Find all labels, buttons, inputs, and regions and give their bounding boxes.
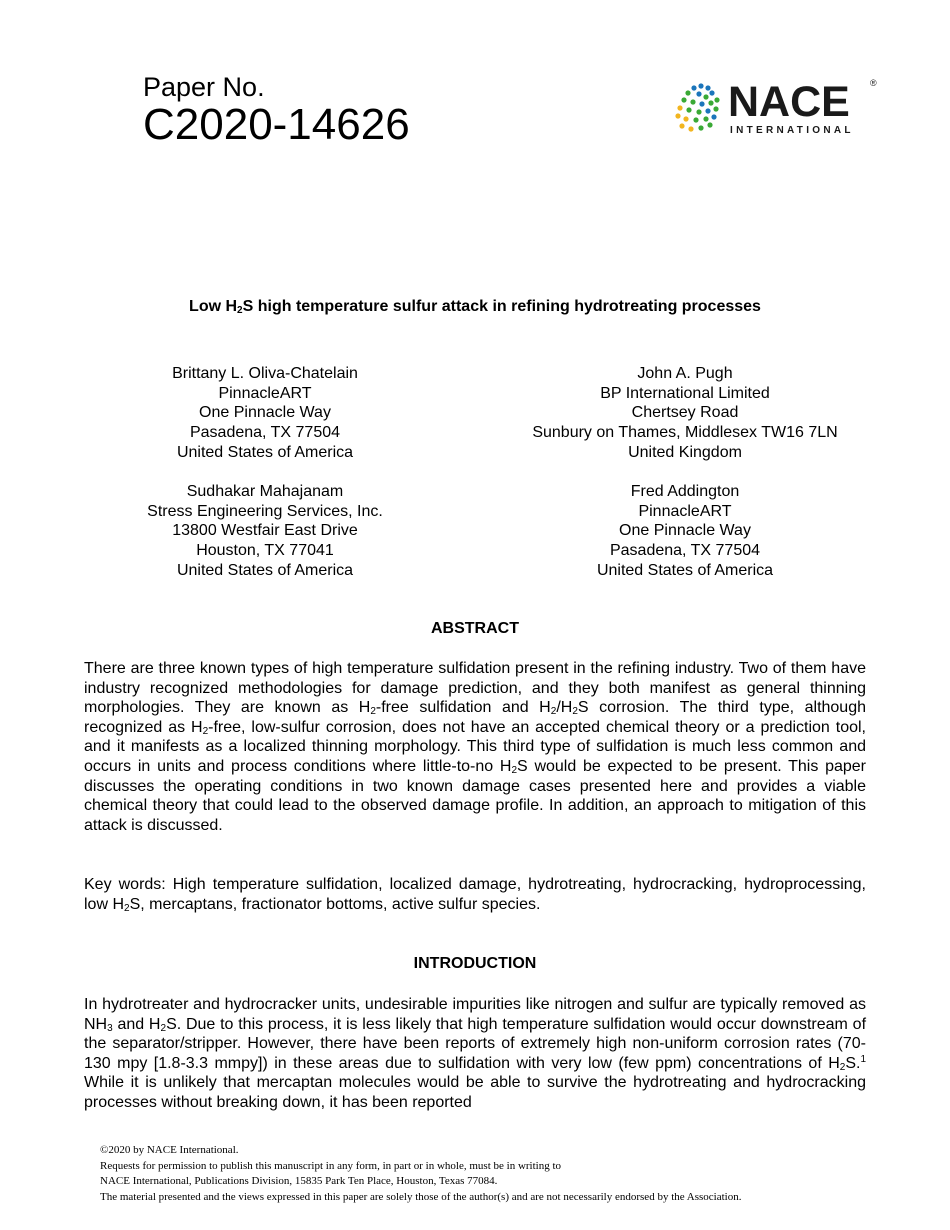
author-org: PinnacleART <box>218 384 312 402</box>
author-org: Stress Engineering Services, Inc. <box>147 502 383 520</box>
author-country: United States of America <box>596 561 774 579</box>
author-name: Brittany L. Oliva-Chatelain <box>172 365 358 382</box>
author-block-1 <box>115 364 415 463</box>
author-country: United States of America <box>176 443 354 461</box>
author-name: Fred Addington <box>630 483 740 500</box>
footer-permission: Requests for permission to publish this manuscript in any form, in part or in whole, must be in writing to <box>100 1159 562 1172</box>
nace-logo-graphic <box>672 78 882 138</box>
introduction-text: In hydrotreater and hydrocracker units, undesirable impurities like nitrogen and sulfur are typically removed as $NH_3$ and $H_2S$. Due to this process, it is less likely that high temperature sulfidation would occur downstream of the separator/stripper. However, there have been reports of extremely high non-uniform corrosion rates (70-130 mpy [1.8-3.3 mmpy]) in these areas due to sulfidation with very low (few ppm) concentrations of $H_2S.^1$ While it is unlikely that mercaptan molecules would be able to survive the hydrotreating and hydrocracking processes without breaking down, it has been reported <box>84 996 867 1111</box>
paper-number: C2020-14626 <box>143 100 410 149</box>
author-country: United States of America <box>176 561 354 579</box>
logo-subtitle: INTERNATIONAL <box>730 125 854 136</box>
author-city: Pasadena, TX 77504 <box>189 424 341 442</box>
author-name: John A. Pugh <box>637 365 733 382</box>
copyright-footer <box>100 1143 741 1205</box>
abstract-heading: ABSTRACT <box>431 620 519 637</box>
paper-number-block <box>143 72 410 148</box>
author-country: United Kingdom <box>628 443 742 461</box>
author-address: One Pinnacle Way <box>199 404 331 422</box>
author-address: Chertsey Road <box>631 404 739 422</box>
author-city: Pasadena, TX 77504 <box>609 542 761 560</box>
author-org: BP International Limited <box>600 384 770 402</box>
author-block-3 <box>115 482 415 581</box>
author-city: Houston, TX 77041 <box>196 542 334 560</box>
logo-registered-mark: ® <box>870 78 877 88</box>
footer-copyright: ©2020 by NACE International. <box>100 1144 239 1156</box>
introduction-heading: INTRODUCTION <box>413 955 537 972</box>
logo-emblem-icon <box>675 83 719 131</box>
paper-label: Paper No. <box>143 72 265 102</box>
paper-title: Low $H_2S$ high temperature sulfur attack in refining hydrotreating processes <box>189 298 761 316</box>
abstract-text: There are three known types of high temperature sulfidation present in the refining industry. Two of them have industry recognized methodologies for damage prediction, and they both manifest as general thinning morphologies. They are known as $H_2$-free sulfidation and $H_2/H_2S$ corrosion. The third type, although recognized as $H_2$-free, low-sulfur corrosion, does not have an accepted chemical theory or a prediction tool, and it manifests as a localized thinning morphology. This third type of sulfidation is much less common and occurs in units and process conditions where little-to-no $H_2S$ would be expected to be present. This paper discusses the operating conditions in two known damage cases presented here and provides a viable chemical theory that could lead to the observed damage profile. In addition, an approach to mitigation of this attack is discussed. <box>84 660 867 834</box>
footer-disclaimer: The material presented and the views expressed in this paper are solely those of the author(s) and are not necessarily endorsed by the Association. <box>100 1190 742 1203</box>
footer-address: NACE International, Publications Division, 15835 Park Ten Place, Houston, Texas 77084. <box>100 1175 498 1187</box>
author-block-2 <box>510 364 860 463</box>
author-org: PinnacleART <box>638 502 732 520</box>
author-address: 13800 Westfair East Drive <box>172 522 358 540</box>
logo-wordmark: NACE <box>728 78 850 126</box>
nace-logo <box>672 78 882 138</box>
keywords: Key words: High temperature sulfidation, localized damage, hydrotreating, hydrocracking, hydroprocessing, low $H_2S$, mercaptans, fractionator bottoms, active sulfur species. <box>84 876 866 914</box>
reference-superscript: 1 <box>860 1053 866 1065</box>
author-city: Sunbury on Thames, Middlesex TW16 7LN <box>532 424 838 442</box>
author-name: Sudhakar Mahajanam <box>186 483 344 500</box>
author-block-4 <box>535 482 835 581</box>
author-address: One Pinnacle Way <box>619 522 751 540</box>
